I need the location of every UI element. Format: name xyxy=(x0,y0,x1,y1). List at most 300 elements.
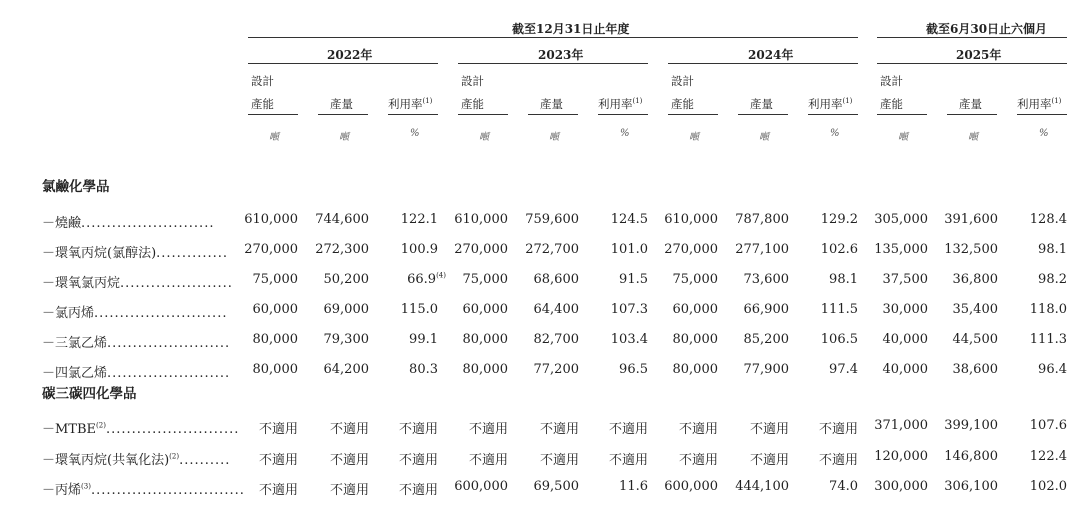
leader-dots: .......................... xyxy=(105,422,240,437)
table-cell xyxy=(218,302,298,317)
cell-value: 97.4 xyxy=(829,362,858,377)
subcol-rule xyxy=(528,114,578,115)
unit-label: 噸 xyxy=(689,132,699,143)
cell-value: 37,500 xyxy=(882,272,928,287)
period-main-rule xyxy=(248,37,858,38)
cell-value: 600,000 xyxy=(454,479,508,494)
table-cell xyxy=(428,242,508,257)
table-cell xyxy=(218,332,298,347)
unit-label: 噸 xyxy=(759,132,769,143)
cell-value: 371,000 xyxy=(874,418,928,433)
unit-label: 噸 xyxy=(549,132,559,143)
footnote-marker: (2) xyxy=(169,452,180,461)
cell-value: 124.5 xyxy=(610,212,648,227)
table-cell xyxy=(358,332,438,347)
cell-value: 69,500 xyxy=(533,479,579,494)
table-cell xyxy=(709,449,789,468)
table-cell xyxy=(218,242,298,257)
table-cell xyxy=(428,418,508,437)
row-label-text: －燒鹼 xyxy=(42,216,82,231)
cell-value: 不適用 xyxy=(468,422,508,437)
cell-value: 82,700 xyxy=(533,332,579,347)
table-cell xyxy=(709,302,789,317)
table-cell xyxy=(987,449,1067,464)
subcol-rule xyxy=(808,114,858,115)
table-cell xyxy=(358,242,438,257)
table-cell xyxy=(428,212,508,227)
table-cell xyxy=(778,449,858,468)
unit-label: % xyxy=(1039,128,1049,139)
subcol-rule xyxy=(458,114,508,115)
cell-value: 30,000 xyxy=(882,302,928,317)
row-label-text: －三氯乙烯 xyxy=(42,336,108,351)
row-label-text: －丙烯 xyxy=(42,483,82,498)
cell-value: 80,000 xyxy=(462,332,508,347)
cell-value: 300,000 xyxy=(874,479,928,494)
col-utilization-text: 利用率 xyxy=(1017,97,1052,111)
cell-value: 146,800 xyxy=(944,449,998,464)
table-cell xyxy=(568,332,648,347)
period-half-heading: 截至6月30日止六個月 xyxy=(926,22,1048,36)
unit-label: % xyxy=(410,128,420,139)
leader-dots: ........................ xyxy=(107,336,231,351)
table-cell xyxy=(289,242,369,257)
cell-value: 135,000 xyxy=(874,242,928,257)
subcol-rule xyxy=(947,114,997,115)
cell-value: 77,900 xyxy=(743,362,789,377)
table-cell xyxy=(289,449,369,468)
footnote-marker: (1) xyxy=(632,97,643,106)
year-2023: 2023年 xyxy=(538,48,584,62)
table-cell xyxy=(918,418,998,433)
table-cell xyxy=(848,212,928,227)
unit-label: % xyxy=(830,128,840,139)
cell-value: 不適用 xyxy=(398,422,438,437)
table-cell xyxy=(289,479,369,498)
cell-value: 75,000 xyxy=(252,272,298,287)
col-capacity-label: 產能 xyxy=(251,97,274,111)
cell-value: 不適用 xyxy=(398,453,438,468)
table-cell xyxy=(918,449,998,464)
cell-value: 69,000 xyxy=(323,302,369,317)
leader-dots: .......................... xyxy=(81,216,215,231)
cell-value: 305,000 xyxy=(874,212,928,227)
cell-value: 40,000 xyxy=(882,332,928,347)
subcol-rule xyxy=(877,114,927,115)
cell-value: 不適用 xyxy=(329,422,369,437)
table-cell xyxy=(358,212,438,227)
subcol-rule xyxy=(318,114,368,115)
subcol-rule xyxy=(388,114,438,115)
table-cell xyxy=(358,418,438,437)
table-cell xyxy=(218,272,298,287)
col-utilization-text: 利用率 xyxy=(808,97,843,111)
col-capacity-label: 產能 xyxy=(461,97,484,111)
section-title: 碳三碳四化學品 xyxy=(42,386,137,402)
table-cell xyxy=(709,332,789,347)
row-label xyxy=(42,242,228,261)
table-cell xyxy=(289,332,369,347)
unit-label: 噸 xyxy=(479,132,489,143)
table-cell xyxy=(848,418,928,433)
table-cell xyxy=(568,302,648,317)
cell-value: 80,000 xyxy=(462,362,508,377)
row-label xyxy=(42,212,214,231)
cell-value: 98.1 xyxy=(1038,242,1067,257)
year-2025-rule xyxy=(877,63,1067,64)
cell-value: 787,800 xyxy=(735,212,789,227)
cell-value: 66.9 xyxy=(407,272,437,287)
cell-value: 270,000 xyxy=(664,242,718,257)
unit-label: 噸 xyxy=(339,132,349,143)
footnote-marker: (1) xyxy=(1051,97,1062,106)
cell-value: 75,000 xyxy=(672,272,718,287)
unit-label: % xyxy=(620,128,630,139)
leader-dots: ...................... xyxy=(120,276,233,291)
subcol-rule xyxy=(738,114,788,115)
table-cell xyxy=(848,302,928,317)
cell-value: 38,600 xyxy=(952,362,998,377)
cell-value: 272,300 xyxy=(315,242,369,257)
table-cell xyxy=(638,479,718,494)
cell-value: 60,000 xyxy=(252,302,298,317)
table-cell xyxy=(918,212,998,227)
table-cell xyxy=(499,479,579,494)
row-label-text: －環氧丙烷(氯醇法) xyxy=(42,246,157,261)
table-cell xyxy=(428,362,508,377)
row-label xyxy=(42,362,230,381)
table-cell xyxy=(218,449,298,468)
cell-value: 60,000 xyxy=(462,302,508,317)
table-cell xyxy=(987,479,1067,494)
year-2022-rule xyxy=(248,63,438,64)
table-cell xyxy=(218,479,298,498)
footnote-marker: (4) xyxy=(436,271,446,280)
table-cell xyxy=(568,212,648,227)
cell-value: 不適用 xyxy=(678,422,718,437)
table-cell xyxy=(848,242,928,257)
col-utilization-label xyxy=(1017,96,1061,112)
cell-value: 610,000 xyxy=(244,212,298,227)
row-label xyxy=(42,332,230,351)
table-cell xyxy=(289,272,369,287)
cell-value: 100.9 xyxy=(400,242,438,257)
footnote-marker: (1) xyxy=(842,97,853,106)
cell-value: 不適用 xyxy=(749,453,789,468)
table-cell xyxy=(568,449,648,468)
table-cell xyxy=(778,272,858,287)
col-utilization-text: 利用率 xyxy=(598,97,633,111)
table-cell xyxy=(987,302,1067,317)
table-cell xyxy=(638,449,718,468)
cell-value: 80,000 xyxy=(252,362,298,377)
year-2024: 2024年 xyxy=(748,48,794,62)
table-cell xyxy=(778,479,858,494)
col-design-label: 設計 xyxy=(461,74,484,88)
cell-value: 128.4 xyxy=(1029,212,1067,227)
cell-value: 96.5 xyxy=(619,362,648,377)
section-title: 氯鹼化學品 xyxy=(42,179,110,195)
year-2022: 2022年 xyxy=(327,48,373,62)
unit-label: 噸 xyxy=(269,132,279,143)
period-half-rule xyxy=(877,37,1067,38)
col-capacity-label: 產能 xyxy=(671,97,694,111)
cell-value: 111.3 xyxy=(1029,332,1067,347)
table-cell xyxy=(499,302,579,317)
cell-value: 不適用 xyxy=(818,422,858,437)
subcol-rule xyxy=(668,114,718,115)
cell-value: 91.5 xyxy=(619,272,648,287)
cell-value: 132,500 xyxy=(944,242,998,257)
cell-value: 不適用 xyxy=(608,453,648,468)
cell-value: 85,200 xyxy=(743,332,789,347)
table-cell xyxy=(638,242,718,257)
table-cell xyxy=(918,362,998,377)
row-label-text: －MTBE xyxy=(42,422,97,437)
cell-value: 270,000 xyxy=(244,242,298,257)
cell-value: 不適用 xyxy=(608,422,648,437)
cell-value: 不適用 xyxy=(329,453,369,468)
table-cell xyxy=(289,302,369,317)
table-cell xyxy=(358,302,438,317)
table-cell xyxy=(987,212,1067,227)
cell-value: 399,100 xyxy=(944,418,998,433)
cell-value: 不適用 xyxy=(468,453,508,468)
cell-value: 122.4 xyxy=(1029,449,1067,464)
row-label xyxy=(42,449,230,468)
cell-value: 不適用 xyxy=(749,422,789,437)
table-cell xyxy=(499,212,579,227)
subcol-rule xyxy=(598,114,648,115)
table-cell xyxy=(638,362,718,377)
col-capacity-label: 產能 xyxy=(880,97,903,111)
table-cell xyxy=(778,362,858,377)
table-cell xyxy=(358,449,438,468)
cell-value: 102.6 xyxy=(820,242,858,257)
cell-value: 73,600 xyxy=(743,272,789,287)
footnote-marker: (3) xyxy=(81,482,91,491)
cell-value: 102.0 xyxy=(1029,479,1067,494)
table-cell xyxy=(289,418,369,437)
col-utilization-label xyxy=(388,96,432,112)
cell-value: 115.0 xyxy=(400,302,438,317)
cell-value: 不適用 xyxy=(539,453,579,468)
table-cell xyxy=(778,418,858,437)
cell-value: 118.0 xyxy=(1029,302,1067,317)
leader-dots: ........................ xyxy=(107,366,231,381)
table-cell xyxy=(499,332,579,347)
cell-value: 103.4 xyxy=(610,332,648,347)
subcol-rule xyxy=(248,114,298,115)
table-cell xyxy=(358,362,438,377)
table-cell xyxy=(778,242,858,257)
year-2024-rule xyxy=(668,63,858,64)
cell-value: 60,000 xyxy=(672,302,718,317)
col-utilization-label xyxy=(598,96,642,112)
cell-value: 不適用 xyxy=(258,453,298,468)
col-utilization-text: 利用率 xyxy=(388,97,423,111)
leader-dots: .............................. xyxy=(90,483,245,498)
table-cell xyxy=(709,242,789,257)
table-cell xyxy=(568,479,648,494)
cell-value: 不適用 xyxy=(678,453,718,468)
table-cell xyxy=(499,449,579,468)
cell-value: 80,000 xyxy=(252,332,298,347)
table-cell xyxy=(848,272,928,287)
leader-dots: .............. xyxy=(156,246,229,261)
table-cell xyxy=(428,272,508,287)
cell-value: 74.0 xyxy=(829,479,858,494)
cell-value: 306,100 xyxy=(944,479,998,494)
table-cell xyxy=(638,272,718,287)
table-cell xyxy=(568,272,648,287)
table-cell xyxy=(848,449,928,464)
table-cell xyxy=(918,332,998,347)
table-cell xyxy=(918,479,998,494)
table-cell xyxy=(709,272,789,287)
cell-value: 80,000 xyxy=(672,332,718,347)
table-cell xyxy=(218,362,298,377)
footnote-marker: (2) xyxy=(96,421,106,430)
row-label xyxy=(42,302,227,321)
table-cell xyxy=(987,362,1067,377)
row-label-text: －環氧丙烷(共氧化法) xyxy=(42,453,170,468)
subcol-rule xyxy=(1017,114,1067,115)
cell-value: 79,300 xyxy=(323,332,369,347)
cell-value: 99.1 xyxy=(409,332,438,347)
table-cell xyxy=(778,212,858,227)
cell-value: 96.4 xyxy=(1038,362,1067,377)
table-cell xyxy=(638,332,718,347)
cell-value: 744,600 xyxy=(315,212,369,227)
footnote-marker: (1) xyxy=(422,97,433,106)
cell-value: 44,500 xyxy=(952,332,998,347)
table-cell xyxy=(987,242,1067,257)
cell-value: 107.6 xyxy=(1029,418,1067,433)
cell-value: 129.2 xyxy=(820,212,858,227)
row-label xyxy=(42,418,239,437)
table-cell xyxy=(987,272,1067,287)
col-output-label: 產量 xyxy=(959,97,982,111)
table-cell xyxy=(778,302,858,317)
table-cell xyxy=(918,242,998,257)
cell-value: 444,100 xyxy=(735,479,789,494)
row-label-text: －氯丙烯 xyxy=(42,306,95,321)
table-cell xyxy=(499,242,579,257)
cell-value: 98.1 xyxy=(829,272,858,287)
table-cell xyxy=(638,212,718,227)
table-cell xyxy=(918,302,998,317)
row-label xyxy=(42,479,245,498)
table-cell xyxy=(987,332,1067,347)
cell-value: 111.5 xyxy=(820,302,858,317)
table-cell xyxy=(499,362,579,377)
cell-value: 50,200 xyxy=(323,272,369,287)
table-cell xyxy=(918,272,998,287)
table-cell xyxy=(709,362,789,377)
table-cell xyxy=(848,362,928,377)
cell-value: 40,000 xyxy=(882,362,928,377)
cell-value: 11.6 xyxy=(619,479,648,494)
table-cell xyxy=(568,418,648,437)
table-cell xyxy=(568,362,648,377)
cell-value: 120,000 xyxy=(874,449,928,464)
leader-dots: .......... xyxy=(179,453,231,468)
table-cell xyxy=(289,362,369,377)
cell-value: 610,000 xyxy=(664,212,718,227)
table-cell xyxy=(428,449,508,468)
row-label-text: －四氯乙烯 xyxy=(42,366,108,381)
table-cell xyxy=(428,302,508,317)
cell-value: 36,800 xyxy=(952,272,998,287)
cell-value: 98.2 xyxy=(1038,272,1067,287)
cell-value: 759,600 xyxy=(525,212,579,227)
table-cell xyxy=(987,418,1067,433)
cell-value: 75,000 xyxy=(462,272,508,287)
cell-value: 64,400 xyxy=(533,302,579,317)
cell-value: 106.5 xyxy=(820,332,858,347)
cell-value: 66,900 xyxy=(743,302,789,317)
table-cell xyxy=(848,479,928,494)
table-cell xyxy=(848,332,928,347)
col-output-label: 產量 xyxy=(330,97,353,111)
table-cell xyxy=(358,479,438,498)
cell-value: 610,000 xyxy=(454,212,508,227)
cell-value: 64,200 xyxy=(323,362,369,377)
col-design-label: 設計 xyxy=(880,74,903,88)
table-cell xyxy=(709,418,789,437)
col-utilization-label xyxy=(808,96,852,112)
cell-value: 122.1 xyxy=(400,212,438,227)
col-output-label: 產量 xyxy=(750,97,773,111)
cell-value: 35,400 xyxy=(952,302,998,317)
year-2025: 2025年 xyxy=(956,48,1002,62)
table-cell xyxy=(709,212,789,227)
table-cell xyxy=(499,272,579,287)
cell-value: 不適用 xyxy=(329,483,369,498)
cell-value: 不適用 xyxy=(258,422,298,437)
row-label-text: －環氧氯丙烷 xyxy=(42,276,121,291)
table-cell xyxy=(638,302,718,317)
table-cell xyxy=(218,212,298,227)
cell-value: 77,200 xyxy=(533,362,579,377)
col-output-label: 產量 xyxy=(540,97,563,111)
unit-label: 噸 xyxy=(898,132,908,143)
cell-value: 不適用 xyxy=(398,483,438,498)
table-cell xyxy=(289,212,369,227)
table-cell xyxy=(428,479,508,494)
cell-value: 391,600 xyxy=(944,212,998,227)
table-cell xyxy=(638,418,718,437)
table-cell xyxy=(709,479,789,494)
cell-value: 不適用 xyxy=(258,483,298,498)
cell-value: 68,600 xyxy=(533,272,579,287)
table-cell xyxy=(428,332,508,347)
cell-value: 80.3 xyxy=(409,362,438,377)
cell-value: 不適用 xyxy=(818,453,858,468)
cell-value: 270,000 xyxy=(454,242,508,257)
table-cell xyxy=(568,242,648,257)
cell-value: 不適用 xyxy=(539,422,579,437)
period-main-heading: 截至12月31日止年度 xyxy=(512,22,630,36)
table-cell xyxy=(218,418,298,437)
col-design-label: 設計 xyxy=(251,74,274,88)
unit-label: 噸 xyxy=(968,132,978,143)
cell-value: 600,000 xyxy=(664,479,718,494)
leader-dots: .......................... xyxy=(94,306,228,321)
cell-value: 101.0 xyxy=(610,242,648,257)
row-label xyxy=(42,272,233,291)
